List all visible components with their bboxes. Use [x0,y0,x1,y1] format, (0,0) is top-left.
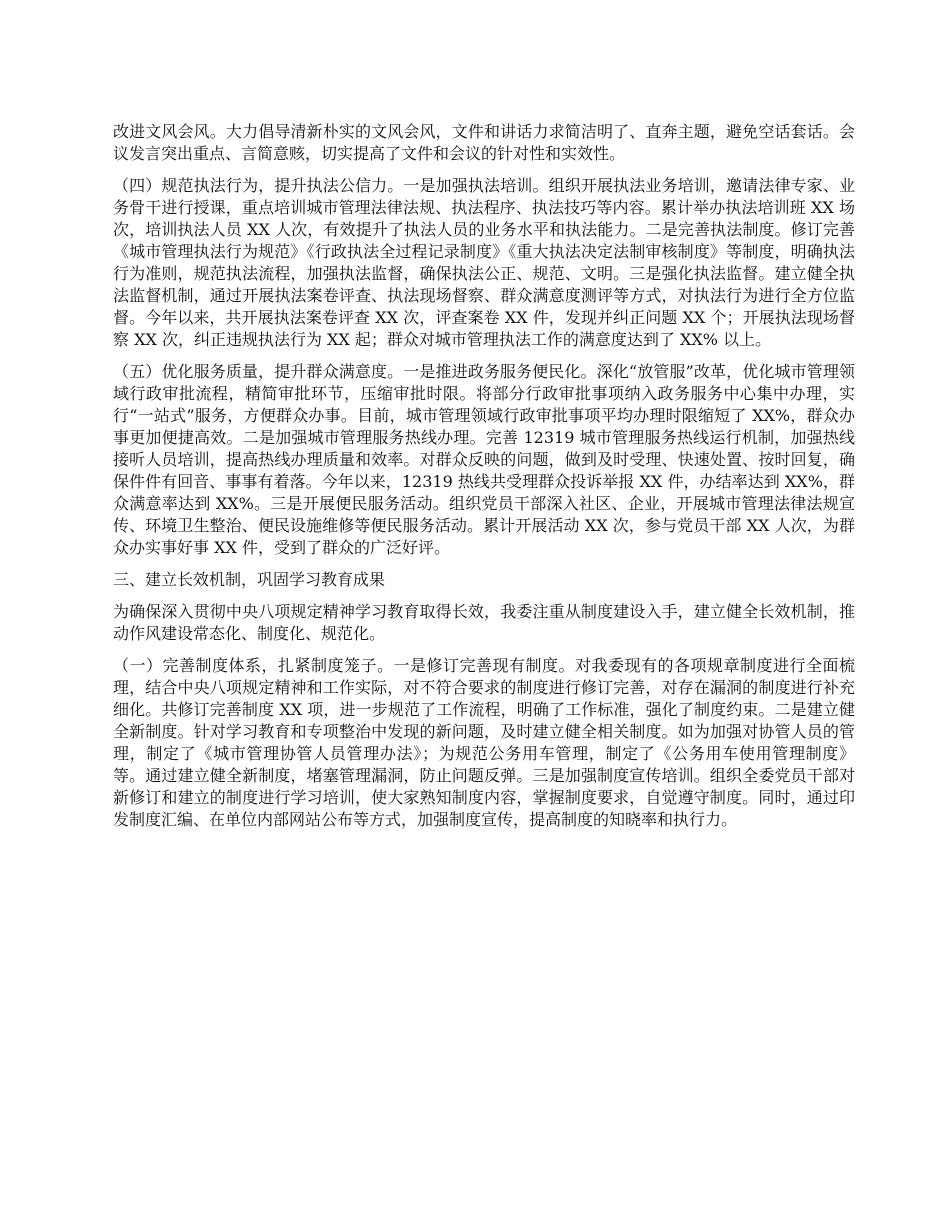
section-heading-3: 三、建立长效机制，巩固学习教育成果 [113,570,386,589]
paragraph-section-4: （四）规范执法行为，提升执法公信力。一是加强执法培训。组织开展执法业务培训，邀请法律专家、业务骨干进行授课，重点培训城市管理法律法规、执法程序、执法技巧等内容。累计举办执法培训班 XX 场次，培训执法人员 XX 人次，有效提升了执法人员的业务水平和执法能力。二是完善执法制度。修订完善《城市管理执法行为规范》《行政执法全过程记录制度》《重大执法决定法制审核制度》等制度，明确执法行为准则，规范执法流程，加强执法监督，确保执法公正、规范、文明。三是强化执法监督。建立健全执法监督机制，通过开展执法案卷评查、执法现场督察、群众满意度测评等方式，对执法行为进行全方位监督。今年以来，共开展执法案卷评查 XX 次，评查案卷 XX 件，发现并纠正问题 XX 个；开展执法现场督察 XX 次，纠正违规执法行为 XX 起；群众对城市管理执法工作的满意度达到了 XX% 以上。 [113,176,855,349]
paragraph-intro-3: 为确保深入贯彻中央八项规定精神学习教育取得长效，我委注重从制度建设入手，建立健全长效机制，推动作风建设常态化、制度化、规范化。 [113,602,855,643]
document-page [113,121,855,841]
paragraph-section-5: （五）优化服务质量，提升群众满意度。一是推进政务服务便民化。深化“放管服”改革，优化城市管理领域行政审批流程，精简审批环节，压缩审批时限。将部分行政审批事项纳入政务服务中心集中办理，实行“一站式”服务，方便群众办事。目前，城市管理领域行政审批事项平均办理时限缩短了 XX%，群众办事更加便捷高效。二是加强城市管理服务热线办理。完善 12319 城市管理服务热线运行机制，加强热线接听人员培训，提高热线办理质量和效率。对群众反映的问题，做到及时受理、快速处置、按时回复，确保件件有回音、事事有着落。今年以来，12319 热线共受理群众投诉举报 XX 件，办结率达到 XX%，群众满意率达到 XX%。三是开展便民服务活动。组织党员干部深入社区、企业，开展城市管理法律法规宣传、环境卫生整治、便民设施维修等便民服务活动。累计开展活动 XX 次，参与党员干部 XX 人次，为群众办实事好事 XX 件，受到了群众的广泛好评。 [113,362,855,557]
paragraph-wenfeng: 改进文风会风。大力倡导清新朴实的文风会风，文件和讲话力求简洁明了、直奔主题，避免空话套话。会议发言突出重点、言简意赅，切实提高了文件和会议的针对性和实效性。 [113,122,855,163]
paragraph-subsection-1: （一）完善制度体系，扎紧制度笼子。一是修订完善现有制度。对我委现有的各项规章制度进行全面梳理，结合中央八项规定精神和工作实际，对不符合要求的制度进行修订完善，对存在漏洞的制度进行补充细化。共修订完善制度 XX 项，进一步规范了工作流程，明确了工作标准，强化了制度约束。二是建立健全新制度。针对学习教育和专项整治中发现的新问题，及时建立健全相关制度。如为加强对协管人员的管理，制定了《城市管理协管人员管理办法》；为规范公务用车管理，制定了《公务用车使用管理制度》等。通过建立健全新制度，堵塞管理漏洞，防止问题反弹。三是加强制度宣传培训。组织全委党员干部对新修订和建立的制度进行学习培训，使大家熟知制度内容，掌握制度要求，自觉遵守制度。同时，通过印发制度汇编、在单位内部网站公布等方式，加强制度宣传，提高制度的知晓率和执行力。 [113,656,855,829]
